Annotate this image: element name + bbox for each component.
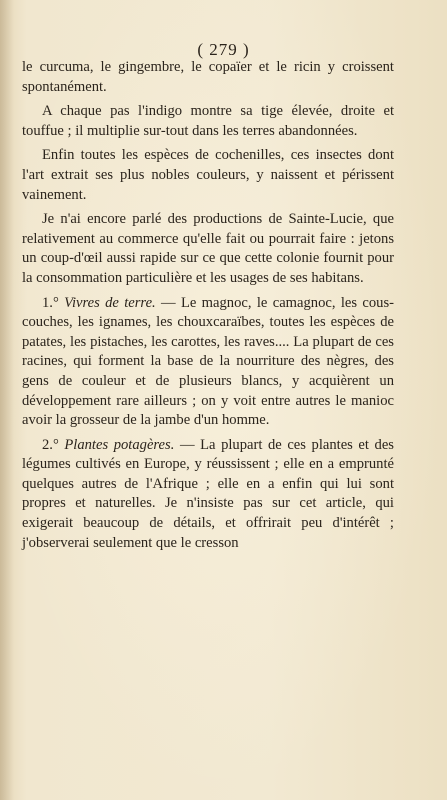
paragraph-plantes-potageres bbox=[22, 436, 394, 554]
gutter-shadow bbox=[0, 0, 14, 800]
paragraph-vivres-de-terre bbox=[22, 294, 394, 431]
paragraph-text: Je n'ai encore parlé des productions de Sainte-Lucie, que relativement au commerce qu'elle fait ou pourrait faire : jetons un coup-d'œil aussi rapide sur ce que cette colonie fournit pour la consommation particulière et les usages de ses habitans. bbox=[22, 211, 394, 286]
paragraph-productions bbox=[22, 210, 394, 288]
body-text bbox=[22, 58, 394, 558]
paragraph-text: — La plupart de ces plantes et des légumes cultivés en Europe, y réussissent ; elle en a emprunté quelques autres de l'Afrique ; elle en a enfin qui lui sont propres et naturelles. Je n'insiste pas sur cet article, qui exigerait beaucoup de détails, et offrirait peu d'intérêt ; j'observerai seulement que le cresson bbox=[22, 436, 394, 551]
paragraph-text: A chaque pas l'indigo montre sa tige élevée, droite et touffue ; il multiplie sur-tout dans les terres abandonnées. bbox=[22, 103, 394, 139]
section-heading: Plantes potagères. bbox=[64, 436, 175, 453]
page-number: ( 279 ) bbox=[197, 40, 250, 59]
paragraph-text: — Le magnoc, le camagnoc, les cous-couches, les ignames, les chouxcaraïbes, toutes les espèces de patates, les pistaches, les carottes, les raves.... La plupart de ces racines, qui forment la base de la nourriture des nègres, des gens de couleur et de plusieurs blancs, y acquièrent un développement rare ailleurs ; on y voit entre autres le manioc avoir la grosseur de la jambe d'un homme. bbox=[22, 294, 395, 429]
paragraph-indigo bbox=[22, 102, 394, 141]
section-heading: Vivres de terre. bbox=[64, 294, 156, 311]
paragraph-cochenilles bbox=[22, 146, 394, 205]
section-number: 1.° bbox=[42, 294, 65, 311]
paragraph-text: Enfin toutes les espèces de cochenilles, ces insectes dont l'art extrait ses plus nobles couleurs, y naissent et périssent vainement. bbox=[22, 147, 394, 203]
paragraph-continuation bbox=[22, 58, 394, 97]
section-number: 2.° bbox=[42, 436, 65, 453]
paragraph-text: le curcuma, le gingembre, le copaïer et le ricin y croissent spontanément. bbox=[22, 59, 394, 95]
